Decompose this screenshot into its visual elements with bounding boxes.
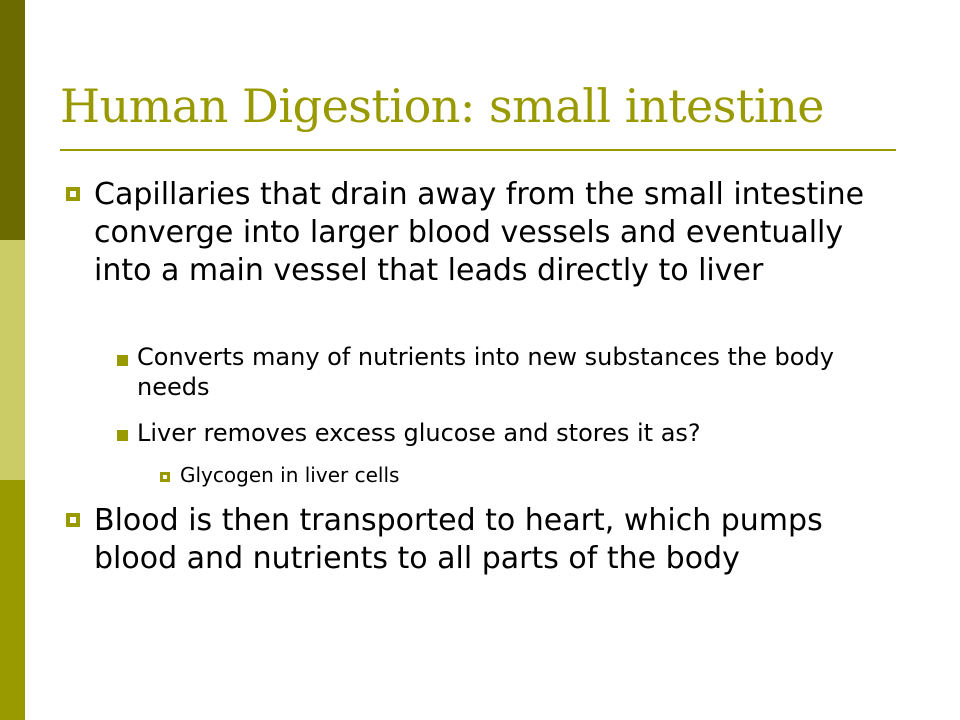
slide-title: Human Digestion: small intestine bbox=[60, 79, 824, 133]
hollow-square-bullet-icon bbox=[160, 472, 170, 482]
bullet-text-capillaries: Capillaries that drain away from the small intestine converge into larger blood vessels and eventually into a main vessel that leads directly to liver bbox=[94, 177, 865, 288]
bullet-text-blood: Blood is then transported to heart, which pumps blood and nutrients to all parts of the body bbox=[94, 503, 823, 576]
bullet-text-liver-removes: Liver removes excess glucose and stores it as? bbox=[137, 419, 701, 447]
solid-square-bullet-icon bbox=[117, 430, 128, 441]
hollow-square-bullet-icon bbox=[66, 187, 80, 201]
bullet-text-converts: Converts many of nutrients into new substances the body needs bbox=[137, 343, 834, 401]
solid-square-bullet-icon bbox=[117, 355, 128, 366]
bullet-text-glycogen: Glycogen in liver cells bbox=[180, 463, 400, 487]
hollow-square-bullet-icon bbox=[66, 513, 80, 527]
